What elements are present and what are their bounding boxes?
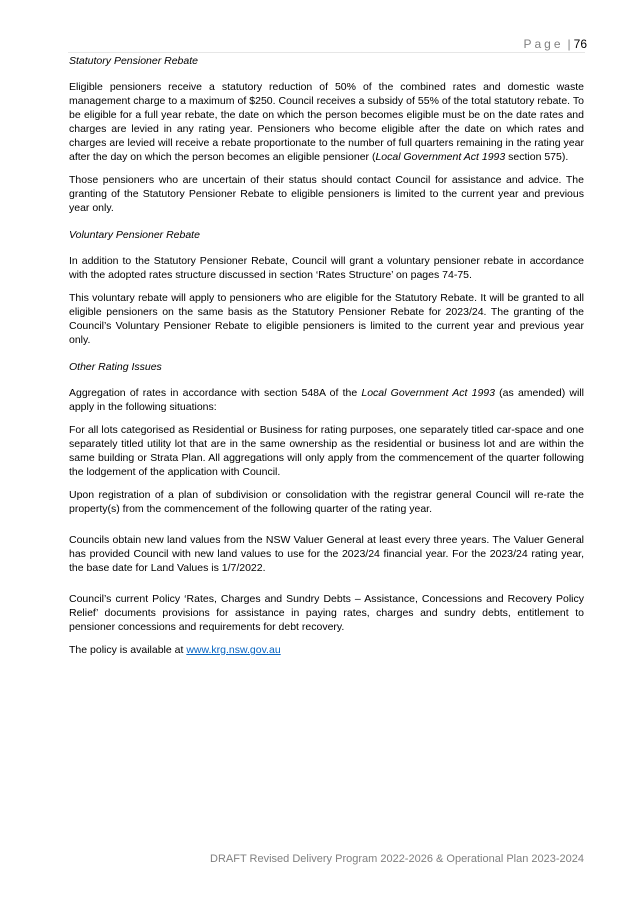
- page-separator: |: [567, 37, 571, 51]
- paragraph-text-end: section 575).: [505, 151, 569, 163]
- act-reference: Local Government Act 1993: [361, 387, 495, 399]
- aggregation-paragraph: [69, 386, 584, 414]
- other-rating-issues-heading: Other Rating Issues: [69, 361, 162, 373]
- statutory-rebate-paragraph-1: [69, 80, 584, 164]
- statutory-rebate-paragraph-2: Those pensioners who are uncertain of their status should contact Council for assistance and advice. The granting of the Statutory Pensioner Rebate to eligible pensioners is limited to the current year and previous year only.: [69, 174, 584, 214]
- voluntary-rebate-paragraph-2: This voluntary rebate will apply to pensioners who are eligible for the Statutory Rebate. It will be granted to all eligible pensioners on the same basis as the Statutory Pensioner Rebate for 2023/24. The granting of the Council’s Voluntary Pensioner Rebate to eligible pensioners is limited to the current year and previous year only.: [69, 292, 584, 346]
- page-number: 76: [573, 37, 587, 51]
- policy-paragraph: Council’s current Policy ‘Rates, Charges and Sundry Debts – Assistance, Concessions and Recovery Policy Relief’ documents provisions for assistance in paying rates, charges and sundry debts, entitlement to pensioner concessions and requirements for debt recovery.: [69, 593, 584, 633]
- policy-link-paragraph: [69, 643, 584, 657]
- voluntary-rebate-paragraph-1: In addition to the Statutory Pensioner Rebate, Council will grant a voluntary pensioner rebate in accordance with the adopted rates structure discussed in section ‘Rates Structure’ on pages 74-75.: [69, 255, 584, 281]
- paragraph-text: The policy is available at: [69, 644, 187, 656]
- voluntary-rebate-heading: Voluntary Pensioner Rebate: [69, 229, 200, 241]
- lots-paragraph: For all lots categorised as Residential or Business for rating purposes, one separately titled car-space and one separately titled utility lot that are in the same ownership as the residential or business lot and are within the same building or Strata Plan. All aggregations will only apply from the commencement of the quarter following the lodgement of the application with Council.: [69, 424, 584, 478]
- land-values-paragraph: Councils obtain new land values from the NSW Valuer General at least every three years. The Valuer General has provided Council with new land values to use for the 2023/24 financial year. For the 2023/24 rating year, the base date for Land Values is 1/7/2022.: [69, 534, 584, 574]
- paragraph-text: Eligible pensioners receive a statutory reduction of 50% of the combined rates and domestic waste management charge to a maximum of $250. Council receives a subsidy of 55% of the total statutory rebate. To be eligible for a full year rebate, the date on which the person becomes eligible must be on the date rates and charges are levied in any rating year. Pensioners who become eligible after the date on which rates and charges are levied will receive a rebate proportionate to the number of full quarters remaining in the rating year after the day on which the person becomes an eligible pensioner (: [69, 81, 584, 163]
- act-reference: Local Government Act 1993: [375, 151, 506, 163]
- page-label: Page: [523, 37, 564, 51]
- paragraph-text: Aggregation of rates in accordance with section 548A of the: [69, 387, 362, 399]
- paragraph-text-end: (as amended) will apply in the following situations:: [69, 387, 584, 413]
- council-website-link[interactable]: www.krg.nsw.gov.au: [186, 644, 281, 656]
- document-body: [69, 54, 584, 666]
- header-divider: [68, 52, 585, 53]
- statutory-rebate-heading: Statutory Pensioner Rebate: [69, 55, 198, 67]
- page-footer: DRAFT Revised Delivery Program 2022-2026 & Operational Plan 2023-2024: [210, 853, 584, 865]
- page-header: [523, 36, 587, 52]
- subdivision-paragraph: Upon registration of a plan of subdivision or consolidation with the registrar general Council will re-rate the property(s) from the commencement of the following quarter of the rating year.: [69, 489, 584, 515]
